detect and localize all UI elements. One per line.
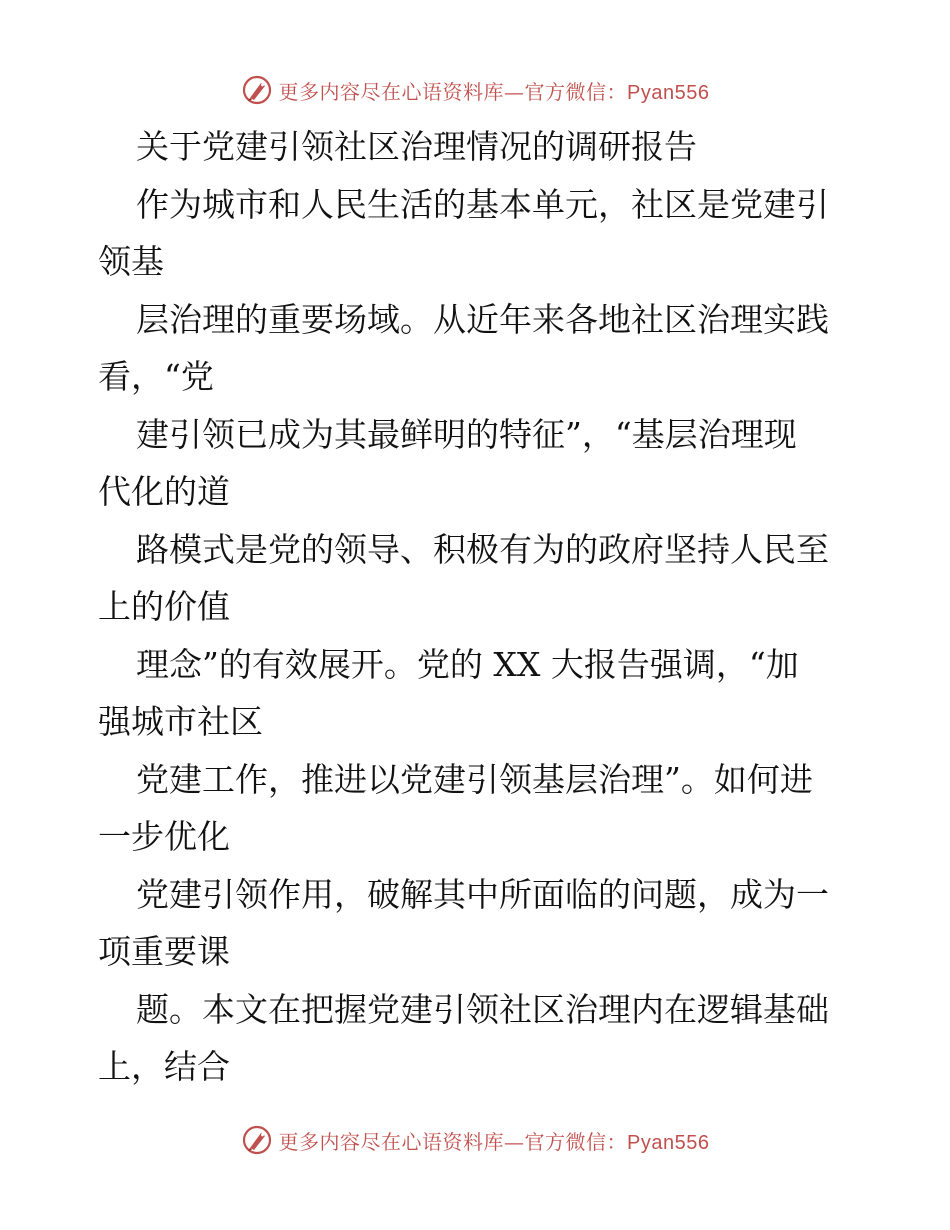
header-banner xyxy=(0,70,950,110)
text-line: 建引领已成为其最鲜明的特征”，“基层治理现 xyxy=(136,414,797,454)
text-line: 代化的道 xyxy=(98,472,230,511)
header-wechat-id: Pyan556 xyxy=(627,81,710,104)
text-line: 理念”的有效展开。党的 XX 大报告强调，“加 xyxy=(136,644,799,684)
text-line: 项重要课 xyxy=(98,932,230,971)
document-body xyxy=(98,118,858,1096)
text-line: 一步优化 xyxy=(98,817,230,856)
text-line: 领基 xyxy=(98,242,164,281)
text-line: 层治理的重要场域。从近年来各地社区治理实践 xyxy=(136,299,829,339)
footer-banner-label: 更多内容尽在心语资料库—官方微信： xyxy=(278,1129,628,1154)
text-line: 上的价值 xyxy=(98,587,230,626)
pen-nib-logo-icon xyxy=(241,1124,273,1156)
text-line: 作为城市和人民生活的基本单元，社区是党建引 xyxy=(136,184,829,224)
text-line: 题。本文在把握党建引领社区治理内在逻辑基础 xyxy=(136,989,829,1029)
text-line: 路模式是党的领导、积极有为的政府坚持人民至 xyxy=(136,529,829,569)
document-title: 关于党建引领社区治理情况的调研报告 xyxy=(136,127,697,166)
text-line: 看，“党 xyxy=(98,357,214,396)
pen-nib-logo-icon xyxy=(241,74,273,106)
text-line: 党建引领作用，破解其中所面临的问题，成为一 xyxy=(136,874,829,914)
text-line: 上，结合 xyxy=(98,1047,230,1086)
header-banner-label: 更多内容尽在心语资料库—官方微信： xyxy=(278,79,628,104)
footer-wechat-id: Pyan556 xyxy=(627,1131,710,1154)
footer-banner xyxy=(0,1120,950,1160)
text-line: 强城市社区 xyxy=(98,702,263,741)
text-line: 党建工作，推进以党建引领基层治理”。如何进 xyxy=(136,759,813,799)
footer-banner-text xyxy=(279,1126,710,1155)
header-banner-text xyxy=(279,76,710,105)
